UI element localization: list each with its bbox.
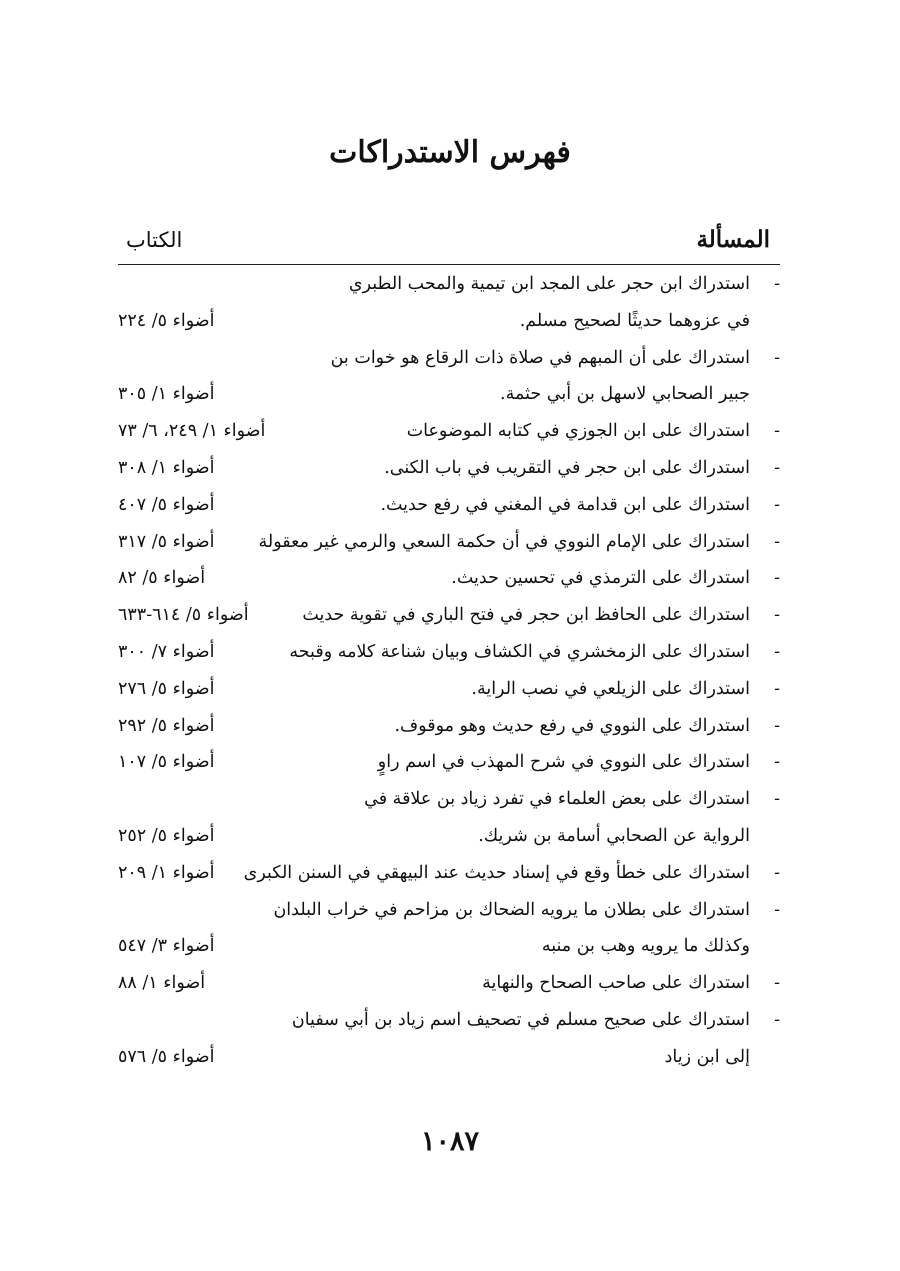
row-text: استدراك على الزيلعي في نصب الراية. xyxy=(471,678,750,699)
row-text: استدراك على صحيح مسلم في تصحيف اسم زياد بن أبي سفيان xyxy=(291,1009,750,1030)
index-row xyxy=(118,560,780,597)
index-row xyxy=(118,818,780,855)
row-text: استدراك على الإمام النووي في أن حكمة السعي والرمي غير معقولة xyxy=(258,531,750,552)
index-row xyxy=(118,634,780,671)
index-row xyxy=(118,266,780,303)
row-dash: - xyxy=(774,274,780,294)
row-text: جبير الصحابي لاسهل بن أبي حثمة. xyxy=(500,384,750,405)
index-row xyxy=(118,524,780,561)
row-text: استدراك على الحافظ ابن حجر في فتح الباري في تقوية حديث xyxy=(302,605,750,626)
index-row xyxy=(118,708,780,745)
row-reference: أضواء ٥/ ٥٧٦ xyxy=(118,1046,215,1067)
row-text: الرواية عن الصحابي أسامة بن شريك. xyxy=(478,825,750,846)
row-reference: أضواء ٥/ ٢٩٢ xyxy=(118,715,215,736)
row-reference: أضواء ٣/ ٥٤٧ xyxy=(118,936,215,957)
row-dash: - xyxy=(774,457,780,478)
index-row xyxy=(118,671,780,708)
row-text: استدراك على صاحب الصحاح والنهاية xyxy=(482,973,750,994)
row-reference: أضواء ١/ ٢٠٩ xyxy=(118,862,215,883)
row-dash: - xyxy=(774,715,780,736)
row-text: استدراك على ابن قدامة في المغني في رفع حديث. xyxy=(380,494,750,515)
row-dash: - xyxy=(774,641,780,662)
row-reference: أضواء ٥/ ٣١٧ xyxy=(118,531,215,552)
row-dash: - xyxy=(774,1009,780,1030)
row-dash: - xyxy=(774,531,780,552)
row-reference: أضواء ٥/ ٤٠٧ xyxy=(118,494,215,515)
row-text: استدراك على بعض العلماء في تفرد زياد بن علاقة في xyxy=(364,789,750,810)
row-text: استدراك على النووي في رفع حديث وهو موقوف. xyxy=(394,715,750,736)
page-number: ١٠٨٧ xyxy=(420,1126,479,1157)
row-text: استدراك على الترمذي في تحسين حديث. xyxy=(451,568,750,589)
row-text: استدراك على بطلان ما يرويه الضحاك بن مزاحم في خراب البلدان xyxy=(273,899,750,920)
row-dash: - xyxy=(774,789,780,810)
row-reference: أضواء ٥/ ٦١٤-٦٣٣ xyxy=(118,605,249,626)
row-dash: - xyxy=(774,568,780,589)
row-reference: أضواء ٥/ ٢٢٤ xyxy=(118,310,215,331)
row-text: إلى ابن زياد xyxy=(664,1046,750,1067)
row-dash: - xyxy=(774,899,780,920)
index-row xyxy=(118,340,780,377)
index-row xyxy=(118,855,780,892)
index-row xyxy=(118,744,780,781)
row-dash: - xyxy=(774,678,780,699)
row-reference: أضواء ١/ ٢٤٩، ٦/ ٧٣ xyxy=(118,421,266,442)
row-reference: أضواء ١/ ٣٠٨ xyxy=(118,457,215,478)
row-text: وكذلك ما يرويه وهب بن منبه xyxy=(541,936,750,957)
index-row xyxy=(118,892,780,929)
row-reference: أضواء ٥/ ٢٧٦ xyxy=(118,678,215,699)
row-dash: - xyxy=(774,973,780,994)
header-divider xyxy=(118,264,780,265)
index-row xyxy=(118,1002,780,1039)
row-text: في عزوهما حديثًا لصحيح مسلم. xyxy=(519,310,750,331)
index-list xyxy=(118,266,780,1076)
row-text: استدراك على الزمخشري في الكشاف وبيان شناعة كلامه وقبحه xyxy=(289,641,750,662)
row-dash: - xyxy=(774,494,780,515)
row-text: استدراك على ابن حجر في التقريب في باب الكنى. xyxy=(384,457,750,478)
row-text: استدراك على أن المبهم في صلاة ذات الرقاع هو خوات بن xyxy=(330,347,750,368)
row-dash: - xyxy=(774,752,780,773)
index-row xyxy=(118,965,780,1002)
index-row xyxy=(118,413,780,450)
row-text: استدراك على خطأ وقع في إسناد حديث عند البيهقي في السنن الكبرى xyxy=(243,862,750,883)
index-row xyxy=(118,1039,780,1076)
row-dash: - xyxy=(774,862,780,883)
row-text: استدراك ابن حجر على المجد ابن تيمية والمحب الطبري xyxy=(348,274,750,294)
page-title: فهرس الاستدراكات xyxy=(329,135,571,170)
row-dash: - xyxy=(774,421,780,442)
row-reference: أضواء ٥/ ٨٢ xyxy=(118,568,206,589)
index-row xyxy=(118,376,780,413)
column-header-issue: المسألة xyxy=(696,226,770,253)
column-header-book: الكتاب xyxy=(126,228,183,252)
row-text: استدراك على النووي في شرح المهذب في اسم راوٍ xyxy=(377,752,750,773)
row-reference: أضواء ٧/ ٣٠٠ xyxy=(118,641,215,662)
index-row xyxy=(118,303,780,340)
index-row xyxy=(118,450,780,487)
row-dash: - xyxy=(774,347,780,368)
row-reference: أضواء ٥/ ٢٥٢ xyxy=(118,825,215,846)
row-reference: أضواء ١/ ٨٨ xyxy=(118,973,206,994)
row-dash: - xyxy=(774,605,780,626)
index-row xyxy=(118,928,780,965)
row-reference: أضواء ١/ ٣٠٥ xyxy=(118,384,215,405)
index-row xyxy=(118,597,780,634)
row-text: استدراك على ابن الجوزي في كتابه الموضوعات xyxy=(406,421,750,442)
index-row xyxy=(118,487,780,524)
row-reference: أضواء ٥/ ١٠٧ xyxy=(118,752,215,773)
index-row xyxy=(118,781,780,818)
